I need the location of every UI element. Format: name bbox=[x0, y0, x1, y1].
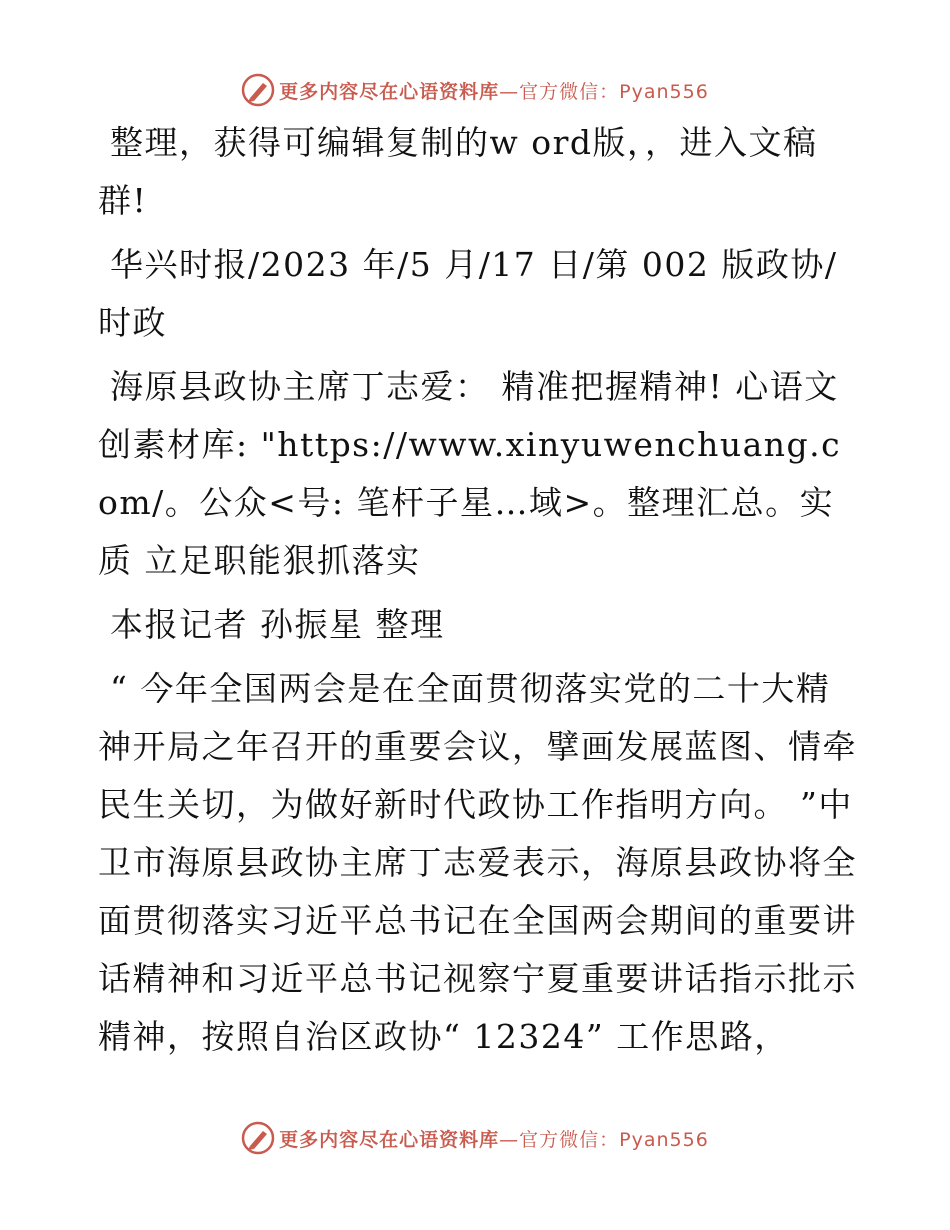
intro-paragraph: 整理，获得可编辑复制的w ord版，，进入文稿群! bbox=[98, 123, 818, 220]
pen-logo-icon bbox=[241, 73, 275, 107]
pen-logo-icon bbox=[241, 1121, 275, 1155]
body-paragraph: “ 今年全国两会是在全面贯彻落实党的二十大精神开局之年召开的重要会议，擘画发展蓝图、情牵民生关切，为做好新时代政协工作指明方向。 ”中卫市海原县政协主席丁志爱表示，海原县政协将全面贯彻落实习近平总书记在全国两会期间的重要讲话精神和习近平总书记视察宁夏重要讲话指示批示精神，按照自治区政协“ 12324” 工作思路， bbox=[98, 669, 857, 1056]
source-line: 华兴时报/2023 年/5 月/17 日/第 002 版政协/时政 bbox=[98, 245, 838, 342]
article-title: 海原县政协主席丁志爱： 精准把握精神! 心语文创素材库: "https://www.xinyuwenchuang.com/。公众<号: 笔杆子星…域>。整理汇总。实质 立足职能狠抓落实 bbox=[98, 367, 842, 580]
footer-banner bbox=[0, 1118, 950, 1158]
banner-text: 更多内容尽在心语资料库—官方微信：Pyan556 bbox=[279, 1128, 709, 1151]
document-body bbox=[98, 114, 858, 1072]
byline: 本报记者 孙振星 整理 bbox=[110, 605, 445, 644]
header-banner bbox=[0, 70, 950, 110]
banner-text: 更多内容尽在心语资料库—官方微信：Pyan556 bbox=[279, 80, 709, 103]
